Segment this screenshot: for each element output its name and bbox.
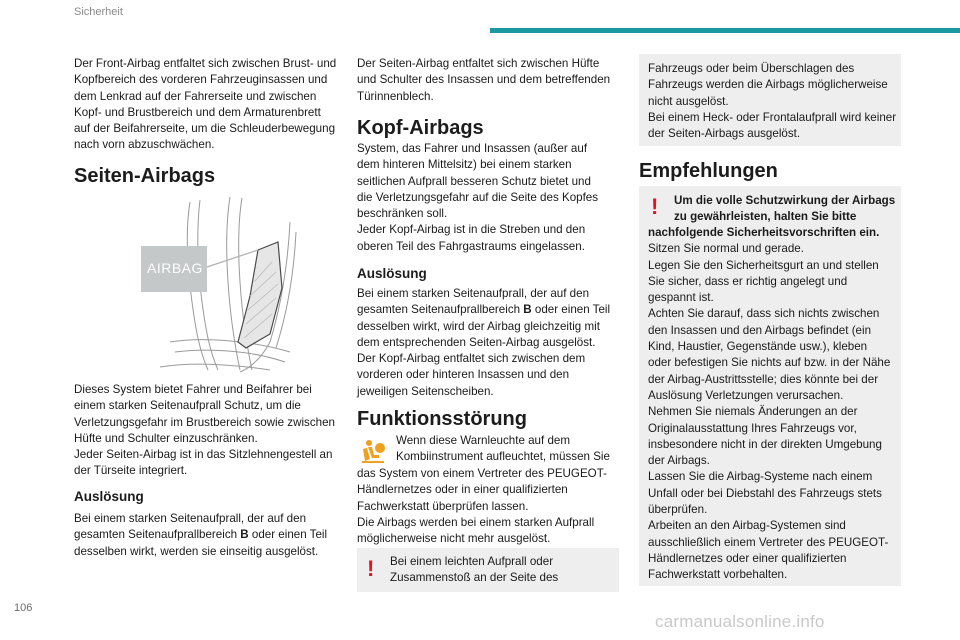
text-line: jeweiligen Seitenscheiben. bbox=[357, 384, 494, 398]
text-line: beschränken soll. bbox=[357, 207, 448, 221]
text-line: Zusammenstoß an der Seite des bbox=[390, 571, 559, 585]
text-line: auf der Beifahrerseite, um die Schleuderbewegung bbox=[74, 122, 336, 136]
text-line: der Airbag-Austrittsstelle; dies könnte bei der bbox=[648, 372, 879, 386]
text-line: Händlernetzes oder in einer qualifizierten bbox=[357, 483, 568, 497]
text-line: Der Front-Airbag entfaltet sich zwischen Brust- und bbox=[74, 57, 337, 70]
text-line: dem Lenkrad auf der Fahrerseite und zwischen bbox=[74, 89, 317, 103]
fault-paragraph bbox=[357, 466, 607, 547]
reco-bold-indented bbox=[674, 193, 895, 226]
text-line: Jeder Kopf-Airbag ist in die Streben und den bbox=[357, 223, 586, 237]
text-line: Bei einem starken Seitenaufprall, der auf den bbox=[357, 287, 590, 300]
text-line: ausschließlich einem Vertreter des PEUGEOT- bbox=[648, 535, 889, 549]
text-line: Der Seiten-Airbag entfaltet sich zwischen Hüfte bbox=[357, 57, 600, 70]
text-line: Legen Sie den Sicherheitsgurt an und stellen bbox=[648, 258, 879, 272]
text-line: oberen Teil des Fahrgastraums eingelassen. bbox=[357, 239, 585, 253]
text-line: Um die volle Schutzwirkung der Airbags bbox=[674, 194, 896, 207]
text-line: Originalausstattung Ihres Fahrzeugs vor, bbox=[648, 421, 857, 435]
heading-funktionsstoerung: Funktionsstörung bbox=[357, 408, 527, 430]
trigger-paragraph-1 bbox=[74, 511, 327, 560]
text-line: Der Kopf-Airbag entfaltet sich zwischen dem bbox=[357, 352, 586, 366]
text-line: Bei einem Heck- oder Frontalaufprall wird keiner bbox=[648, 110, 897, 124]
text-line: gesamten Seitenaufprallbereich B oder einen Teil bbox=[357, 303, 611, 317]
airbag-warning-light-icon bbox=[359, 437, 387, 465]
text-line: Hüfte und Schulter einzuschränken. bbox=[74, 431, 258, 445]
text-line: überprüfen. bbox=[648, 503, 708, 517]
note-text bbox=[390, 554, 558, 587]
recommendations-box bbox=[639, 186, 901, 586]
text-line: Verletzungsgefahr im Brustbereich sowie zwischen bbox=[74, 415, 335, 429]
text-line: Fachwerkstatt überprüfen lassen. bbox=[357, 499, 529, 513]
text-line: Fahrzeugs werden die Airbags möglicherweise bbox=[648, 78, 888, 92]
text-line: seitlichen Aufprall besseren Schutz bietet und bbox=[357, 174, 591, 188]
text-line: zu gewährleisten, halten Sie bitte bbox=[674, 210, 857, 224]
page-number: 106 bbox=[14, 602, 33, 614]
fault-paragraph-indented bbox=[396, 433, 610, 466]
heading-kopf-airbags: Kopf-Airbags bbox=[357, 117, 484, 139]
side-airbag-continued bbox=[357, 56, 610, 105]
text-line: dem entsprechenden Seiten-Airbag ausgelöst. bbox=[357, 335, 596, 349]
text-line: Die Airbags werden bei einem starken Aufprall bbox=[357, 515, 595, 529]
text-line: das System von einem Vertreter des PEUGEOT- bbox=[357, 467, 608, 480]
reco-text bbox=[648, 225, 890, 584]
text-line: desselben wirkt, werden sie einseitig ausgelöst. bbox=[74, 544, 319, 558]
text-line: und Schulter des Insassen und dem betreffenden bbox=[357, 73, 611, 87]
text-line: System, das Fahrer und Insassen (außer auf bbox=[357, 142, 588, 155]
text-line: Sie sicher, dass er richtig angelegt und bbox=[648, 274, 848, 288]
text-line: Jeder Seiten-Airbag ist in das Sitzlehnengestell an bbox=[74, 448, 333, 462]
note-continued-box bbox=[639, 54, 901, 146]
text-line: gespannt ist. bbox=[648, 291, 714, 305]
text-line: der Airbags. bbox=[648, 454, 710, 468]
text-line: Arbeiten an den Airbag-Systemen sind bbox=[648, 519, 846, 533]
watermark: carmanualsonline.info bbox=[655, 612, 825, 631]
text-line: Bei einem leichten Aufprall oder bbox=[390, 555, 554, 568]
side-airbag-illustration bbox=[130, 192, 330, 374]
side-airbag-paragraph bbox=[74, 382, 335, 480]
text-line: desselben wirkt, wird der Airbag gleichzeitig mit bbox=[357, 319, 600, 333]
airbag-label: AIRBAG bbox=[147, 260, 203, 276]
text-line: Achten Sie darauf, dass sich nichts zwischen bbox=[648, 307, 880, 321]
heading-ausloesung-1: Auslösung bbox=[74, 489, 144, 504]
text-line: dem hinteren Mittelsitz) bei einem starken bbox=[357, 158, 572, 172]
text-line: Nehmen Sie niemals Änderungen an der bbox=[648, 405, 858, 419]
text-line: Lassen Sie die Airbag-Systeme nach einem bbox=[648, 470, 873, 484]
heading-empfehlungen: Empfehlungen bbox=[639, 160, 778, 182]
intro-paragraph bbox=[74, 56, 336, 154]
heading-seiten-airbags: Seiten-Airbags bbox=[74, 165, 216, 187]
text-line: Fachwerkstatt vorbehalten. bbox=[648, 568, 788, 582]
text-line: vorderen oder hinteren Insassen und den bbox=[357, 368, 570, 382]
text-line: Auslösung Verletzungen verursachen. bbox=[648, 388, 844, 402]
airbag-label-box bbox=[141, 246, 207, 292]
text-line: Unfall oder bei Diebstahl des Fahrzeugs stets bbox=[648, 486, 882, 500]
warning-note-box bbox=[357, 548, 619, 592]
exclamation-icon: ! bbox=[367, 556, 375, 581]
text-line: Kind, Haustier, Gegenstände usw.), kleben bbox=[648, 340, 868, 354]
note-text bbox=[648, 61, 896, 142]
head-airbag-paragraph bbox=[357, 141, 598, 255]
text-line: gesamten Seitenaufprallbereich B oder einen Teil bbox=[74, 528, 328, 542]
airbag-shape bbox=[238, 242, 282, 348]
text-line: Sitzen Sie normal und gerade. bbox=[648, 242, 804, 256]
header-accent-bar bbox=[490, 28, 960, 33]
text-line: oder befestigen Sie nichts auf bzw. in der Nähe bbox=[648, 356, 891, 370]
text-line: einem starken Seitenaufprall Schutz, um die bbox=[74, 399, 301, 413]
text-line: Kopf- und Brustbereich und dem Armaturenbrett bbox=[74, 105, 321, 119]
text-line: Händlernetzes oder einer qualifizierten bbox=[648, 551, 847, 565]
text-line: Kombiinstrument aufleuchtet, müssen Sie bbox=[396, 450, 610, 464]
text-line: nicht ausgelöst. bbox=[648, 94, 729, 108]
text-line: Kopfbereich des vorderen Fahrzeuginsassen und bbox=[74, 73, 328, 87]
text-line: Fahrzeugs oder beim Überschlagen des bbox=[648, 62, 855, 75]
text-line: die Verletzungsgefahr auf die Seite des Kopfes bbox=[357, 190, 599, 204]
text-line: Dieses System bietet Fahrer und Beifahrer bei bbox=[74, 383, 312, 396]
trigger-paragraph-2 bbox=[357, 286, 610, 400]
exclamation-icon: ! bbox=[651, 194, 659, 219]
text-line: der Türseite integriert. bbox=[74, 464, 188, 478]
text-line: Bei einem starken Seitenaufprall, der auf den bbox=[74, 512, 307, 525]
heading-ausloesung-2: Auslösung bbox=[357, 266, 427, 281]
text-line: möglicherweise nicht mehr ausgelöst. bbox=[357, 532, 551, 546]
text-line: nachfolgende Sicherheitsvorschriften ein. bbox=[648, 226, 880, 239]
text-line: Wenn diese Warnleuchte auf dem bbox=[396, 434, 571, 447]
text-line: den Insassen und den Airbags befindet (ein bbox=[648, 323, 872, 337]
section-title: Sicherheit bbox=[74, 6, 123, 18]
text-line: nach vorn abzuschwächen. bbox=[74, 138, 215, 152]
text-line: der Seiten-Airbags ausgelöst. bbox=[648, 127, 801, 141]
text-line: insbesondere nicht in der direkten Umgebung bbox=[648, 437, 882, 451]
text-line: Türinnenblech. bbox=[357, 89, 434, 103]
